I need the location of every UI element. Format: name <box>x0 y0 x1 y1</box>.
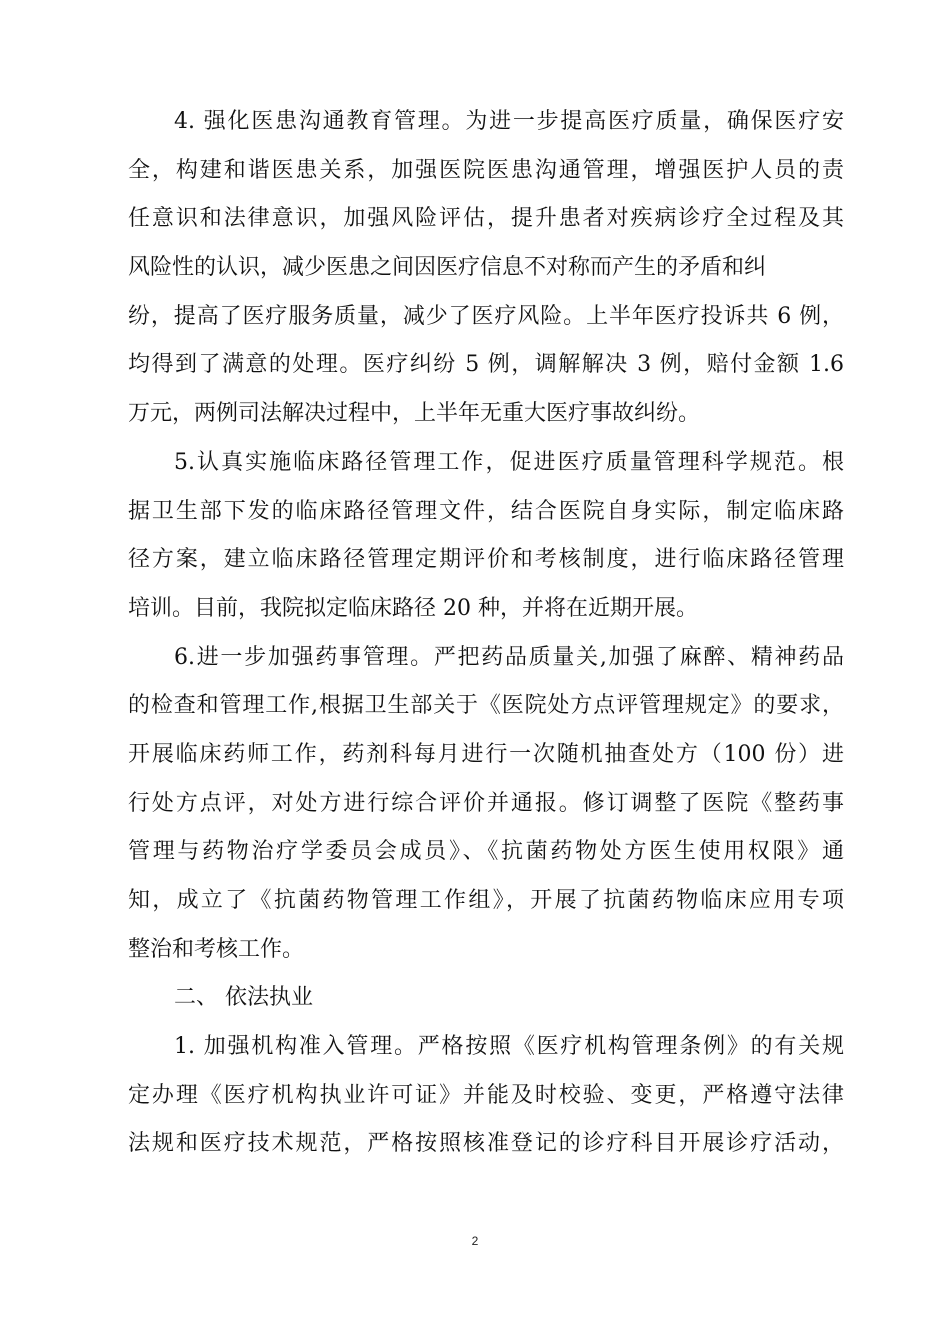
text-line: 1. 加强机构准入管理。严格按照《医疗机构管理条例》的有关规 <box>174 1034 844 1060</box>
text-line: 整治和考核工作。 <box>128 936 305 962</box>
text-line: 任意识和法律意识，加强风险评估，提升患者对疾病诊疗全过程及其 <box>128 206 844 232</box>
text-line: 定办理《医疗机构执业许可证》并能及时校验、变更，严格遵守法律 <box>128 1082 844 1108</box>
paragraph-5-clinical-pathway <box>128 439 844 634</box>
text-line: 4. 强化医患沟通教育管理。为进一步提高医疗质量，确保医疗安 <box>174 109 844 134</box>
text-line: 法规和医疗技术规范，严格按照核准登记的诊疗科目开展诊疗活动， <box>128 1131 844 1157</box>
paragraph-1-institution-access <box>128 1023 844 1169</box>
text-line: 管理与药物治疗学委员会成员》、《抗菌药物处方医生使用权限》通 <box>128 839 844 865</box>
page-number: 2 <box>471 1234 479 1248</box>
paragraph-6-pharmacy-management <box>128 634 844 975</box>
text-line: 据卫生部下发的临床路径管理文件，结合医院自身实际，制定临床路 <box>128 498 844 524</box>
document-body <box>128 98 844 1169</box>
text-line: 行处方点评，对处方进行综合评价并通报。修订调整了医院《整药事 <box>128 790 844 816</box>
paragraph-4-medical-communication <box>128 98 844 439</box>
text-line: 的检查和管理工作,根据卫生部关于《医院处方点评管理规定》的要求， <box>128 693 844 719</box>
text-line: 培训。目前，我院拟定临床路径 20 种，并将在近期开展。 <box>128 595 698 621</box>
text-line: 开展临床药师工作，药剂科每月进行一次随机抽查处方（100 份）进 <box>128 741 844 767</box>
text-line: 风险性的认识，减少医患之间因医疗信息不对称而产生的矛盾和纠 <box>128 255 767 281</box>
text-line: 纷，提高了医疗服务质量，减少了医疗风险。上半年医疗投诉共 6 例， <box>128 303 844 329</box>
section-heading-text: 二、 依法执业 <box>174 985 313 1011</box>
text-line: 知，成立了《抗菌药物管理工作组》，开展了抗菌药物临床应用专项 <box>128 888 844 913</box>
text-line: 全，构建和谐医患关系，加强医院医患沟通管理，增强医护人员的责 <box>128 157 844 183</box>
text-line: 万元，两例司法解决过程中，上半年无重大医疗事故纠纷。 <box>128 401 701 427</box>
text-line: 6.进一步加强药事管理。严把药品质量关,加强了麻醉、精神药品 <box>174 644 844 670</box>
text-line: 5.认真实施临床路径管理工作，促进医疗质量管理科学规范。根 <box>174 449 844 475</box>
section-heading-legal-practice <box>128 974 844 1023</box>
text-line: 均得到了满意的处理。医疗纠纷 5 例，调解解决 3 例，赔付金额 1.6 <box>128 352 844 378</box>
text-line: 径方案，建立临床路径管理定期评价和考核制度，进行临床路径管理 <box>128 547 844 573</box>
